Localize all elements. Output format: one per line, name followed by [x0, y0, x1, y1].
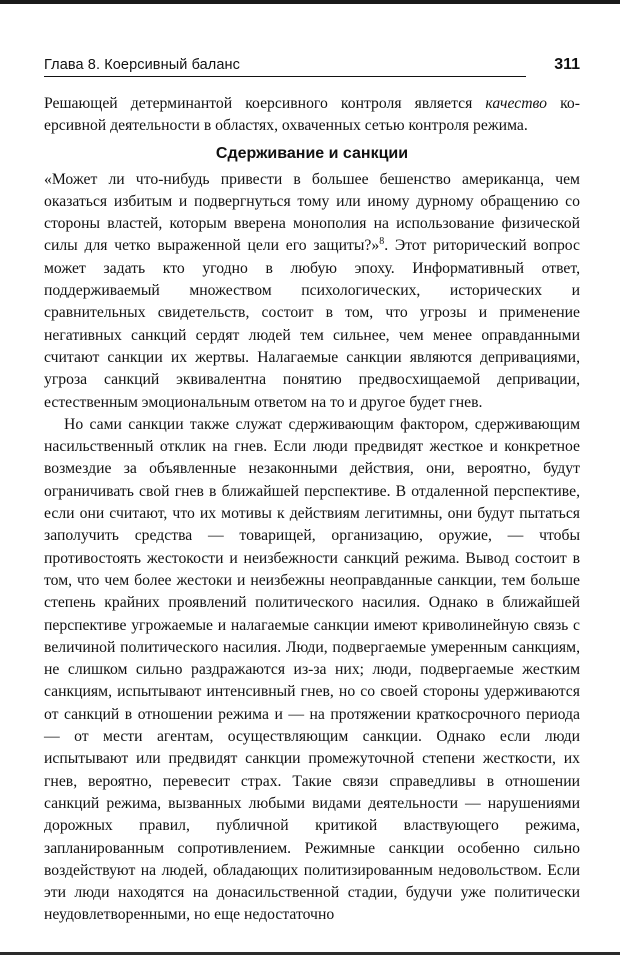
- intro-text-end: коерсивной деятельности в областях, охваченных сетью контроля режима.: [44, 95, 580, 135]
- intro-emphasis: качество: [485, 95, 547, 112]
- page-body: [44, 93, 580, 927]
- paragraph-1-text-start: «Может ли что-нибудь привести в большее бешенство американца, чем оказаться избитым и подвергнуться тому или иному дурному обращению со стороны властей, которым вверена монополия на использование физической силы для четко выраженной цели его защиты?»: [44, 170, 580, 255]
- paragraph-2: Но сами санкции также служат сдерживающим фактором, сдерживающим насильственный отклик на гнев. Если люди предвидят жесткое и конкретное возмездие за объявленные незаконными действия, они, вероятно, будут ограничивать свой гнев в ближайшей перспективе. В отдаленной перспективе, если они считают, что их мотивы к действиям легитимны, они будут пытаться заполучить средства — товарищей, организацию, оружие, — чтобы противостоять жестокости и неизбежности санкций режима. Вывод состоит в том, что чем более жестоки и неизбежны неоправданные санкции, тем больше степень крайних проявлений политического насилия. Однако в ближайшей перспективе угрожаемые и налагаемые санкции имеют криволинейную связь с величиной политического насилия. Люди, подвергаемые умеренным санкциям, не слишком сильно раздражаются из-за них; люди, подвергаемые жестким санкциям, испытывают интенсивный гнев, но со своей стороны удерживаются от санкций в отношении режима и — на протяжении краткосрочного периода — от мести агентам, осуществляющим санкции. Однако если люди испытывают или предвидят санкции промежуточной степени жесткости, их гнев, вероятно, перевесит страх. Такие связи справедливы в отношении санкций режима, вызванных любыми видами деятельности — нарушениями дорожных правил, публичной критикой властвующего режима, запланированным сопротивлением. Режимные санкции особенно сильно воздействуют на людей, обладающих политизированным недовольством. Если эти люди находятся на донасильственной стадии, будучи уже политически неудовлетворенными, но еще недостаточно: [44, 415, 580, 924]
- section-heading: Сдерживание и санкции: [215, 144, 409, 162]
- page-number: 311: [554, 56, 580, 73]
- paragraph-1: [44, 169, 580, 414]
- running-head: [44, 56, 584, 80]
- paragraph-1-text-end: . Этот риторический вопрос может задать кто угодно в любую эпоху. Информативный ответ, поддерживаемый множеством психологических, исторических и сравнительных свидетельств, состоит в том, что угрозы и применение негативных санкций сердят людей тем сильнее, чем менее оправданными считают санкции их жертвы. Налагаемые санкции являются депривациями, угроза санкций эквивалентна понятию предвосхищаемой депривации, естественным эмоциональным ответом на то и другое будет гнев.: [44, 237, 580, 411]
- intro-text-start: Решающей детерминантой коерсивного контроля является: [44, 95, 486, 112]
- intro-paragraph: [44, 93, 580, 138]
- page-top-edge: [0, 0, 620, 4]
- footnote-reference[interactable]: 8: [379, 236, 385, 248]
- header-rule: [44, 76, 526, 77]
- chapter-title: Глава 8. Коерсивный баланс: [44, 57, 240, 73]
- page-bottom-edge: [0, 952, 620, 955]
